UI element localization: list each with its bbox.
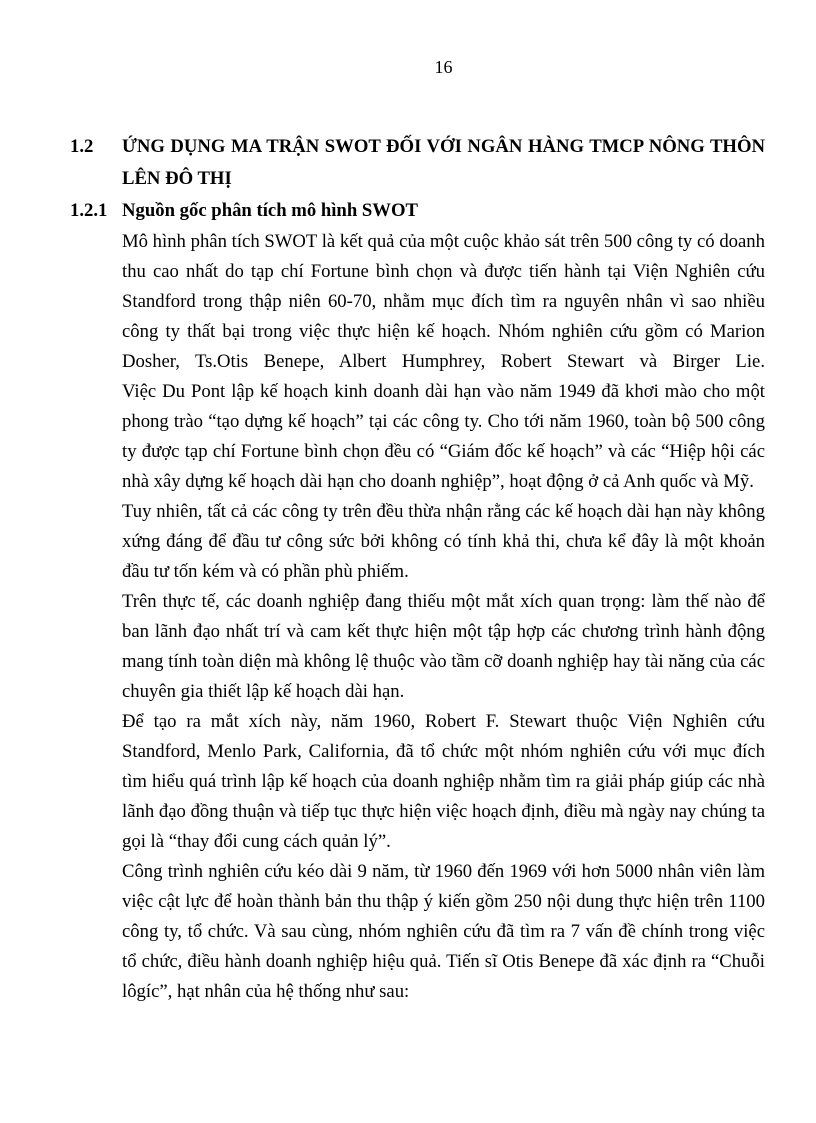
subsection-heading	[70, 195, 765, 227]
subsection-number: 1.2.1	[70, 200, 108, 221]
page-number: 16	[434, 57, 453, 77]
paragraph: Để tạo ra mắt xích này, năm 1960, Robert F. Stewart thuộc Viện Nghiên cứu Standford, Menlo Park, California, đã tổ chức một nhóm nghiên cứu với mục đích tìm hiểu quá trình lập kế hoạch của doanh nghiệp nhằm tìm ra giải pháp giúp các nhà lãnh đạo đồng thuận và tiếp tục thực hiện việc hoạch định, điều mà ngày nay chúng ta gọi là “thay đổi cung cách quản lý”.	[122, 711, 765, 852]
section-title: ỨNG DỤNG MA TRẬN SWOT ĐỐI VỚI NGÂN HÀNG TMCP NÔNG THÔN LÊN ĐÔ THỊ	[122, 136, 765, 189]
paragraph: Tuy nhiên, tất cả các công ty trên đều thừa nhận rằng các kế hoạch dài hạn này không xứng đáng để đầu tư công sức bởi không có tính khả thi, chưa kể đây là một khoản đầu tư tốn kém và có phần phù phiếm.	[122, 501, 765, 582]
section-number: 1.2	[70, 136, 94, 157]
paragraph: Mô hình phân tích SWOT là kết quả của một cuộc khảo sát trên 500 công ty có doanh thu cao nhất do tạp chí Fortune bình chọn và được tiến hành tại Viện Nghiên cứu Standford trong thập niên 60-70, nhằm mục đích tìm ra nguyên nhân vì sao nhiều công ty thất bại trong việc thực hiện kế hoạch. Nhóm nghiên cứu gồm có Marion Dosher, Ts.Otis Benepe, Albert Humphrey, Robert Stewart và Birger Lie.	[122, 231, 765, 372]
subsection-title: Nguồn gốc phân tích mô hình SWOT	[122, 200, 418, 221]
paragraph: Việc Du Pont lập kế hoạch kinh doanh dài hạn vào năm 1949 đã khơi mào cho một phong trào “tạo dựng kế hoạch” tại các công ty. Cho tới năm 1960, toàn bộ 500 công ty được tạp chí Fortune bình chọn đều có “Giám đốc kế hoạch” và các “Hiệp hội các nhà xây dựng kế hoạch dài hạn cho doanh nghiệp”, hoạt động ở cả Anh quốc và Mỹ.	[122, 381, 765, 492]
paragraph: Công trình nghiên cứu kéo dài 9 năm, từ 1960 đến 1969 với hơn 5000 nhân viên làm việc cật lực để hoàn thành bản thu thập ý kiến gồm 250 nội dung thực hiện trên 1100 công ty, tổ chức. Và sau cùng, nhóm nghiên cứu đã tìm ra 7 vấn đề chính trong việc tổ chức, điều hành doanh nghiệp hiệu quả. Tiến sĩ Otis Benepe đã xác định ra “Chuỗi lôgíc”, hạt nhân của hệ thống như sau:	[122, 861, 765, 1002]
section-heading	[70, 131, 765, 195]
paragraph: Trên thực tế, các doanh nghiệp đang thiếu một mắt xích quan trọng: làm thế nào để ban lãnh đạo nhất trí và cam kết thực hiện một tập hợp các chương trình hành động mang tính toàn diện mà không lệ thuộc vào tầm cỡ doanh nghiệp hay tài năng của các chuyên gia thiết lập kế hoạch dài hạn.	[122, 591, 765, 702]
